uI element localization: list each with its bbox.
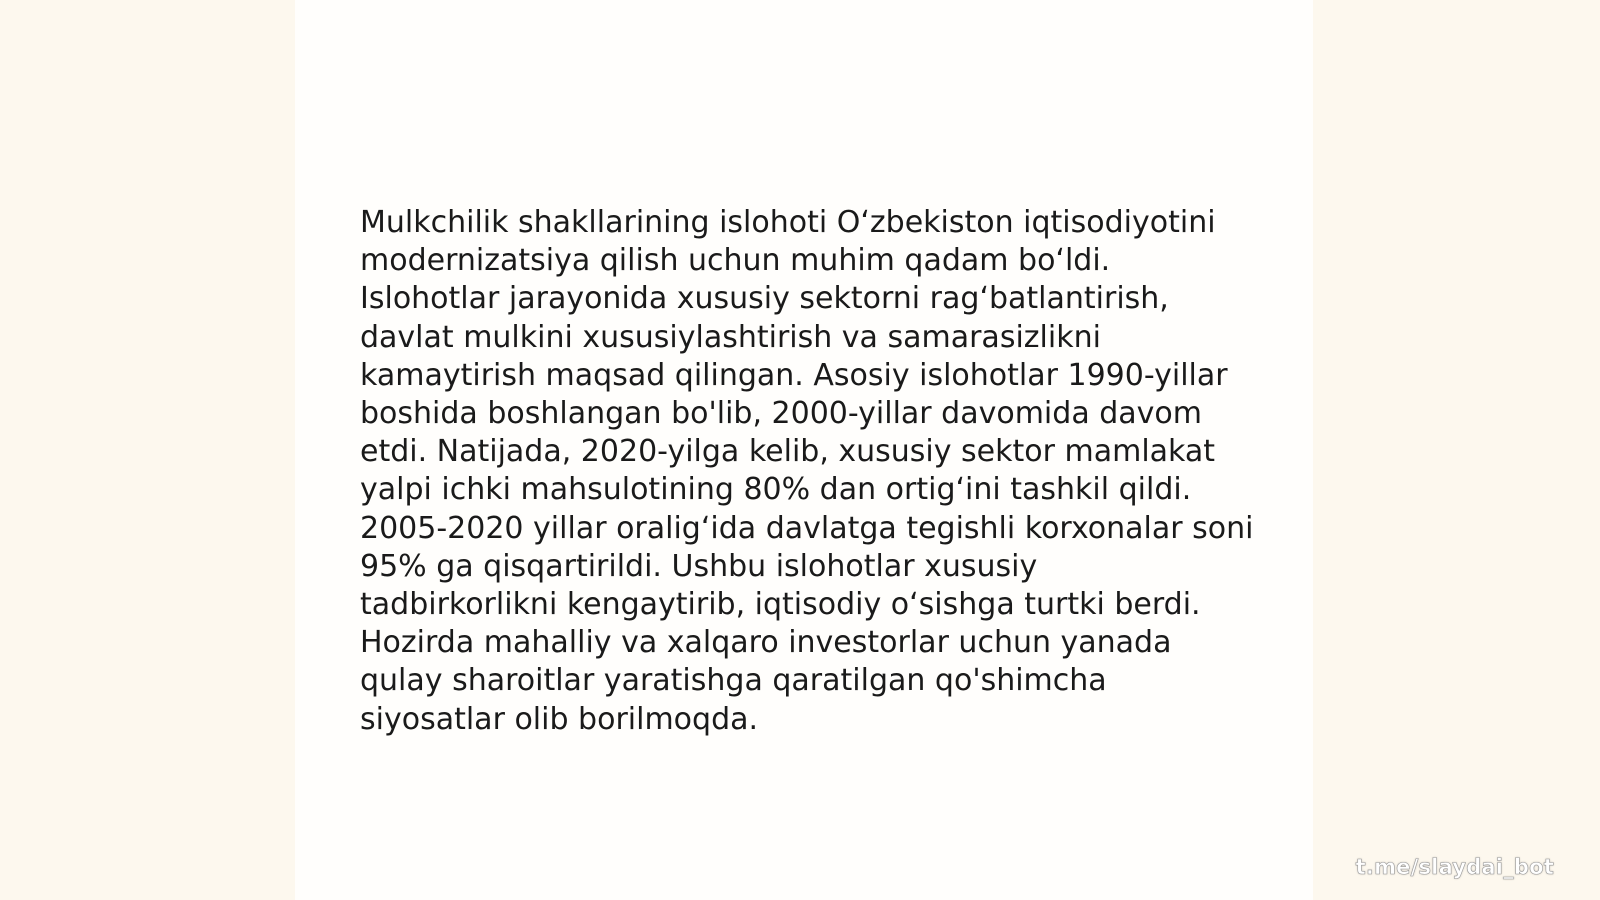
body-line: Mulkchilik shakllarining islohoti O‘zbekiston iqtisodiyotini: [360, 205, 1216, 240]
body-line: boshida boshlangan bo'lib, 2000-yillar davomida davom: [360, 396, 1202, 432]
slide-body-text: [360, 204, 1260, 739]
body-line: 2005-2020 yillar oralig‘ida davlatga tegishli korxonalar soni: [360, 510, 1254, 546]
body-line: 95% ga qisqartirildi. Ushbu islohotlar xususiy: [360, 548, 1038, 584]
watermark-link[interactable]: t.me/slaydai_bot: [1355, 855, 1554, 879]
slide-panel: [295, 0, 1313, 900]
body-line: kamaytirish maqsad qilingan. Asosiy islohotlar 1990-yillar: [360, 357, 1228, 393]
body-line: yalpi ichki mahsulotining 80% dan ortig‘ini tashkil qildi.: [360, 472, 1192, 508]
body-line: etdi. Natijada, 2020-yilga kelib, xususiy sektor mamlakat: [360, 434, 1216, 470]
body-line: Hozirda mahalliy va xalqaro investorlar uchun yanada: [360, 625, 1172, 661]
body-line: tadbirkorlikni kengaytirib, iqtisodiy o‘sishga turtki berdi.: [360, 587, 1201, 623]
body-line: Islohotlar jarayonida xususiy sektorni rag‘batlantirish,: [360, 281, 1169, 317]
body-line: qulay sharoitlar yaratishga qaratilgan qo'shimcha: [360, 663, 1107, 699]
body-line: modernizatsiya qilish uchun muhim qadam bo‘ldi.: [360, 243, 1111, 279]
body-line: davlat mulkini xususiylashtirish va samarasizlikni: [360, 319, 1101, 355]
body-line: siyosatlar olib borilmoqda.: [360, 701, 759, 737]
